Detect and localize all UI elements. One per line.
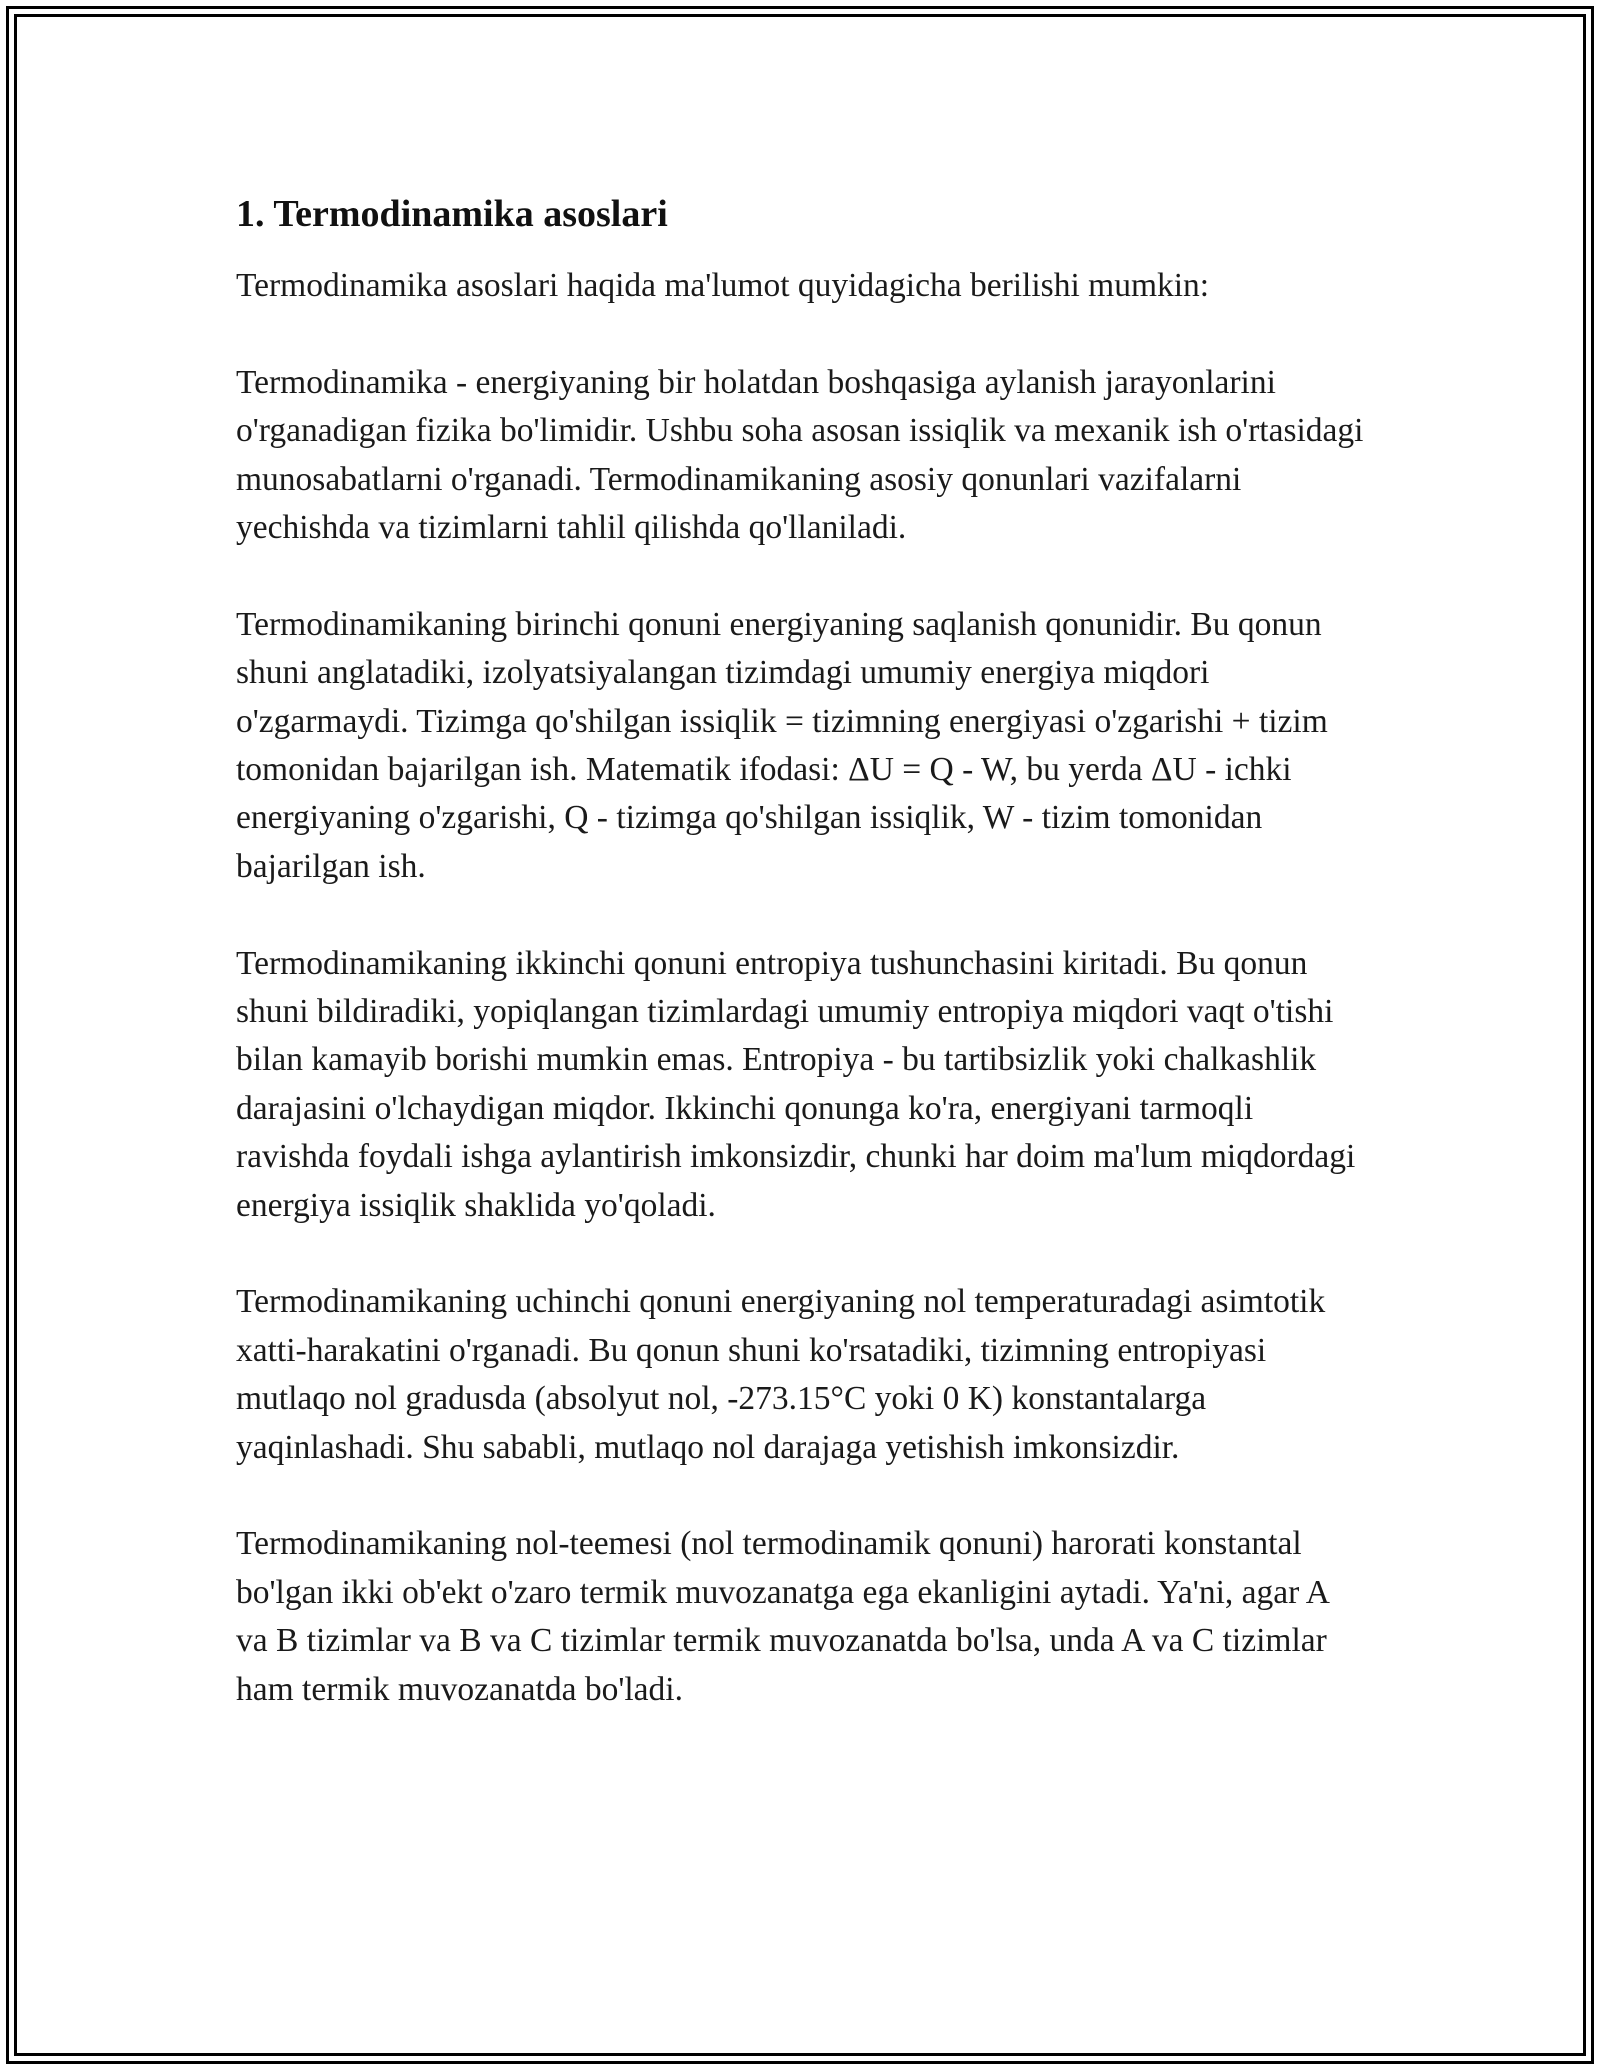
document-body	[236, 186, 1366, 1763]
first-law-paragraph: Termodinamikaning birinchi qonuni energiyaning saqlanish qonunidir. Bu qonun shuni anglatadiki, izolyatsiyalangan tizimdagi umumiy energiya miqdori o'zgarmaydi. Tizimga qo'shilgan issiqlik = tizimning energiyasi o'zgarishi + tizim tomonidan bajarilgan ish. Matematik ifodasi: ΔU = Q - W, bu yerda ΔU - ichki energiyaning o'zgarishi, Q - tizimga qo'shilgan issiqlik, W - tizim tomonidan bajarilgan ish.	[236, 605, 1328, 885]
section-heading: 1. Termodinamika asoslari	[236, 193, 668, 235]
third-law-paragraph: Termodinamikaning uchinchi qonuni energiyaning nol temperaturadagi asimtotik xatti-harakatini o'rganadi. Bu qonun shuni ko'rsatadiki, tizimning entropiyasi mutlaqo nol gradusda (absolyut nol, -273.15°C yoki 0 K) konstantalarga yaqinlashadi. Shu sababli, mutlaqo nol darajaga yetishish imkonsizdir.	[236, 1283, 1326, 1466]
intro-paragraph: Termodinamika asoslari haqida ma'lumot quyidagicha berilishi mumkin:	[236, 267, 1210, 304]
definition-paragraph: Termodinamika - energiyaning bir holatdan boshqasiga aylanish jarayonlarini o'rganadigan fizika bo'limidir. Ushbu soha asosan issiqlik va mexanik ish o'rtasidagi munosabatlarni o'rganadi. Termodinamikaning asosiy qonunlari vazifalarni yechishda va tizimlarni tahlil qilishda qo'llaniladi.	[236, 363, 1364, 547]
second-law-paragraph: Termodinamikaning ikkinchi qonuni entropiya tushunchasini kiritadi. Bu qonun shuni bildiradiki, yopiqlangan tizimlardagi umumiy entropiya miqdori vaqt o'tishi bilan kamayib borishi mumkin emas. Entropiya - bu tartibsizlik yoki chalkashlik darajasini o'lchaydigan miqdor. Ikkinchi qonunga ko'ra, energiyani tarmoqli ravishda foydali ishga aylantirish imkonsizdir, chunki har doim ma'lum miqdordagi energiya issiqlik shaklida yo'qoladi.	[236, 944, 1356, 1224]
zeroth-law-paragraph: Termodinamikaning nol-teemesi (nol termodinamik qonuni) harorati konstantal bo'lgan ikki ob'ekt o'zaro termik muvozanatga ega ekanligini aytadi. Ya'ni, agar A va B tizimlar va B va C tizimlar termik muvozanatda bo'lsa, unda A va C tizimlar ham termik muvozanatda bo'ladi.	[236, 1525, 1329, 1708]
